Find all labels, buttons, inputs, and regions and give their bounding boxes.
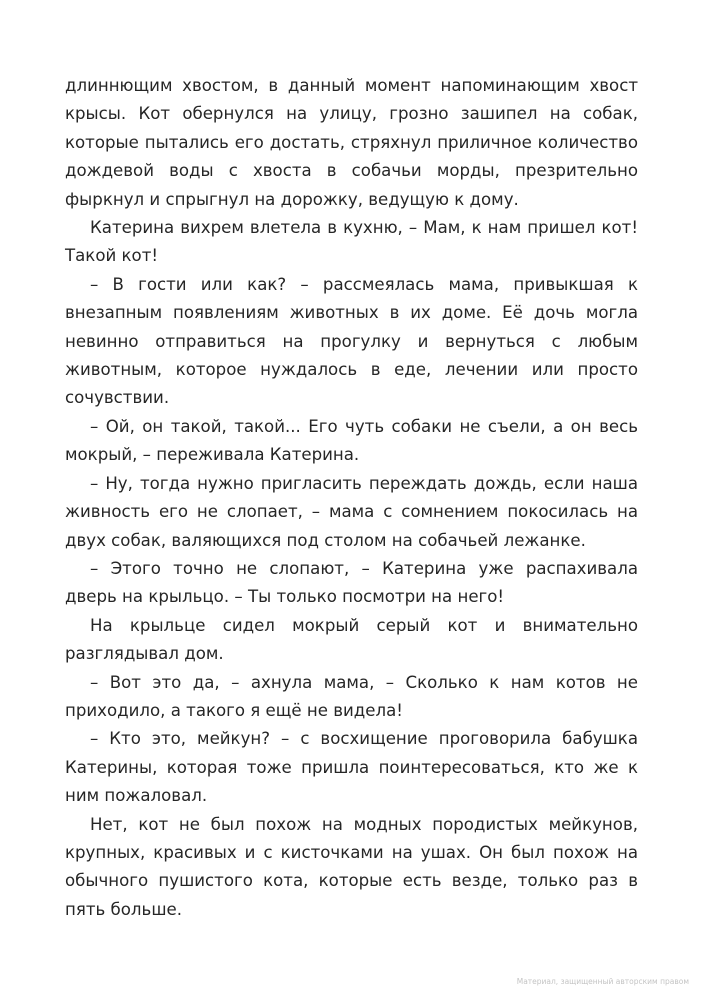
page-body <box>65 72 638 924</box>
paragraph-8: – Вот это да, – ахнула мама, – Сколько к нам котов не приходило, а такого я ещё не видела! <box>65 672 638 720</box>
paragraph-5: – Ну, тогда нужно пригласить переждать дождь, если наша живность его не слопает, – мама с сомнением покосилась на двух собак, валяющихся под столом на собачьей лежанке. <box>65 473 638 550</box>
paragraph-4: – Ой, он такой, такой... Его чуть собаки не съели, а он весь мокрый, – переживала Катерина. <box>65 416 638 465</box>
paragraph-3: – В гости или как? – рассмеялась мама, привыкшая к внезапным появлениям животных в их доме. Её дочь могла невинно отправиться на прогулку и вернуться с любым животным, которое нуждалось в еде, лечении или просто сочувствии. <box>65 274 638 408</box>
paragraph-9: – Кто это, мейкун? – с восхищение проговорила бабушка Катерины, которая тоже пришла поинтересоваться, кто же к ним пожаловал. <box>65 729 638 806</box>
copyright-notice: Материал, защищенный авторским правом <box>516 977 689 986</box>
paragraph-10: Нет, кот не был похож на модных породистых мейкунов, крупных, красивых и с кисточками на ушах. Он был похож на обычного пушистого кота, которые есть везде, только раз в пять больше. <box>65 814 638 919</box>
paragraph-7: На крыльце сидел мокрый серый кот и внимательно разглядывал дом. <box>65 615 638 664</box>
paragraph-2: Катерина вихрем влетела в кухню, – Мам, к нам пришел кот! Такой кот! <box>65 218 638 266</box>
paragraph-6: – Этого точно не слопают, – Катерина уже распахивала дверь на крыльцо. – Ты только посмотри на него! <box>65 558 638 607</box>
paragraph-1: длиннющим хвостом, в данный момент напоминающим хвост крысы. Кот обернулся на улицу, грозно зашипел на собак, которые пытались его достать, стряхнул приличное количество дождевой воды с хвоста в собачьи морды, презрительно фыркнул и спрыгнул на дорожку, ведущую к дому. <box>65 76 638 209</box>
